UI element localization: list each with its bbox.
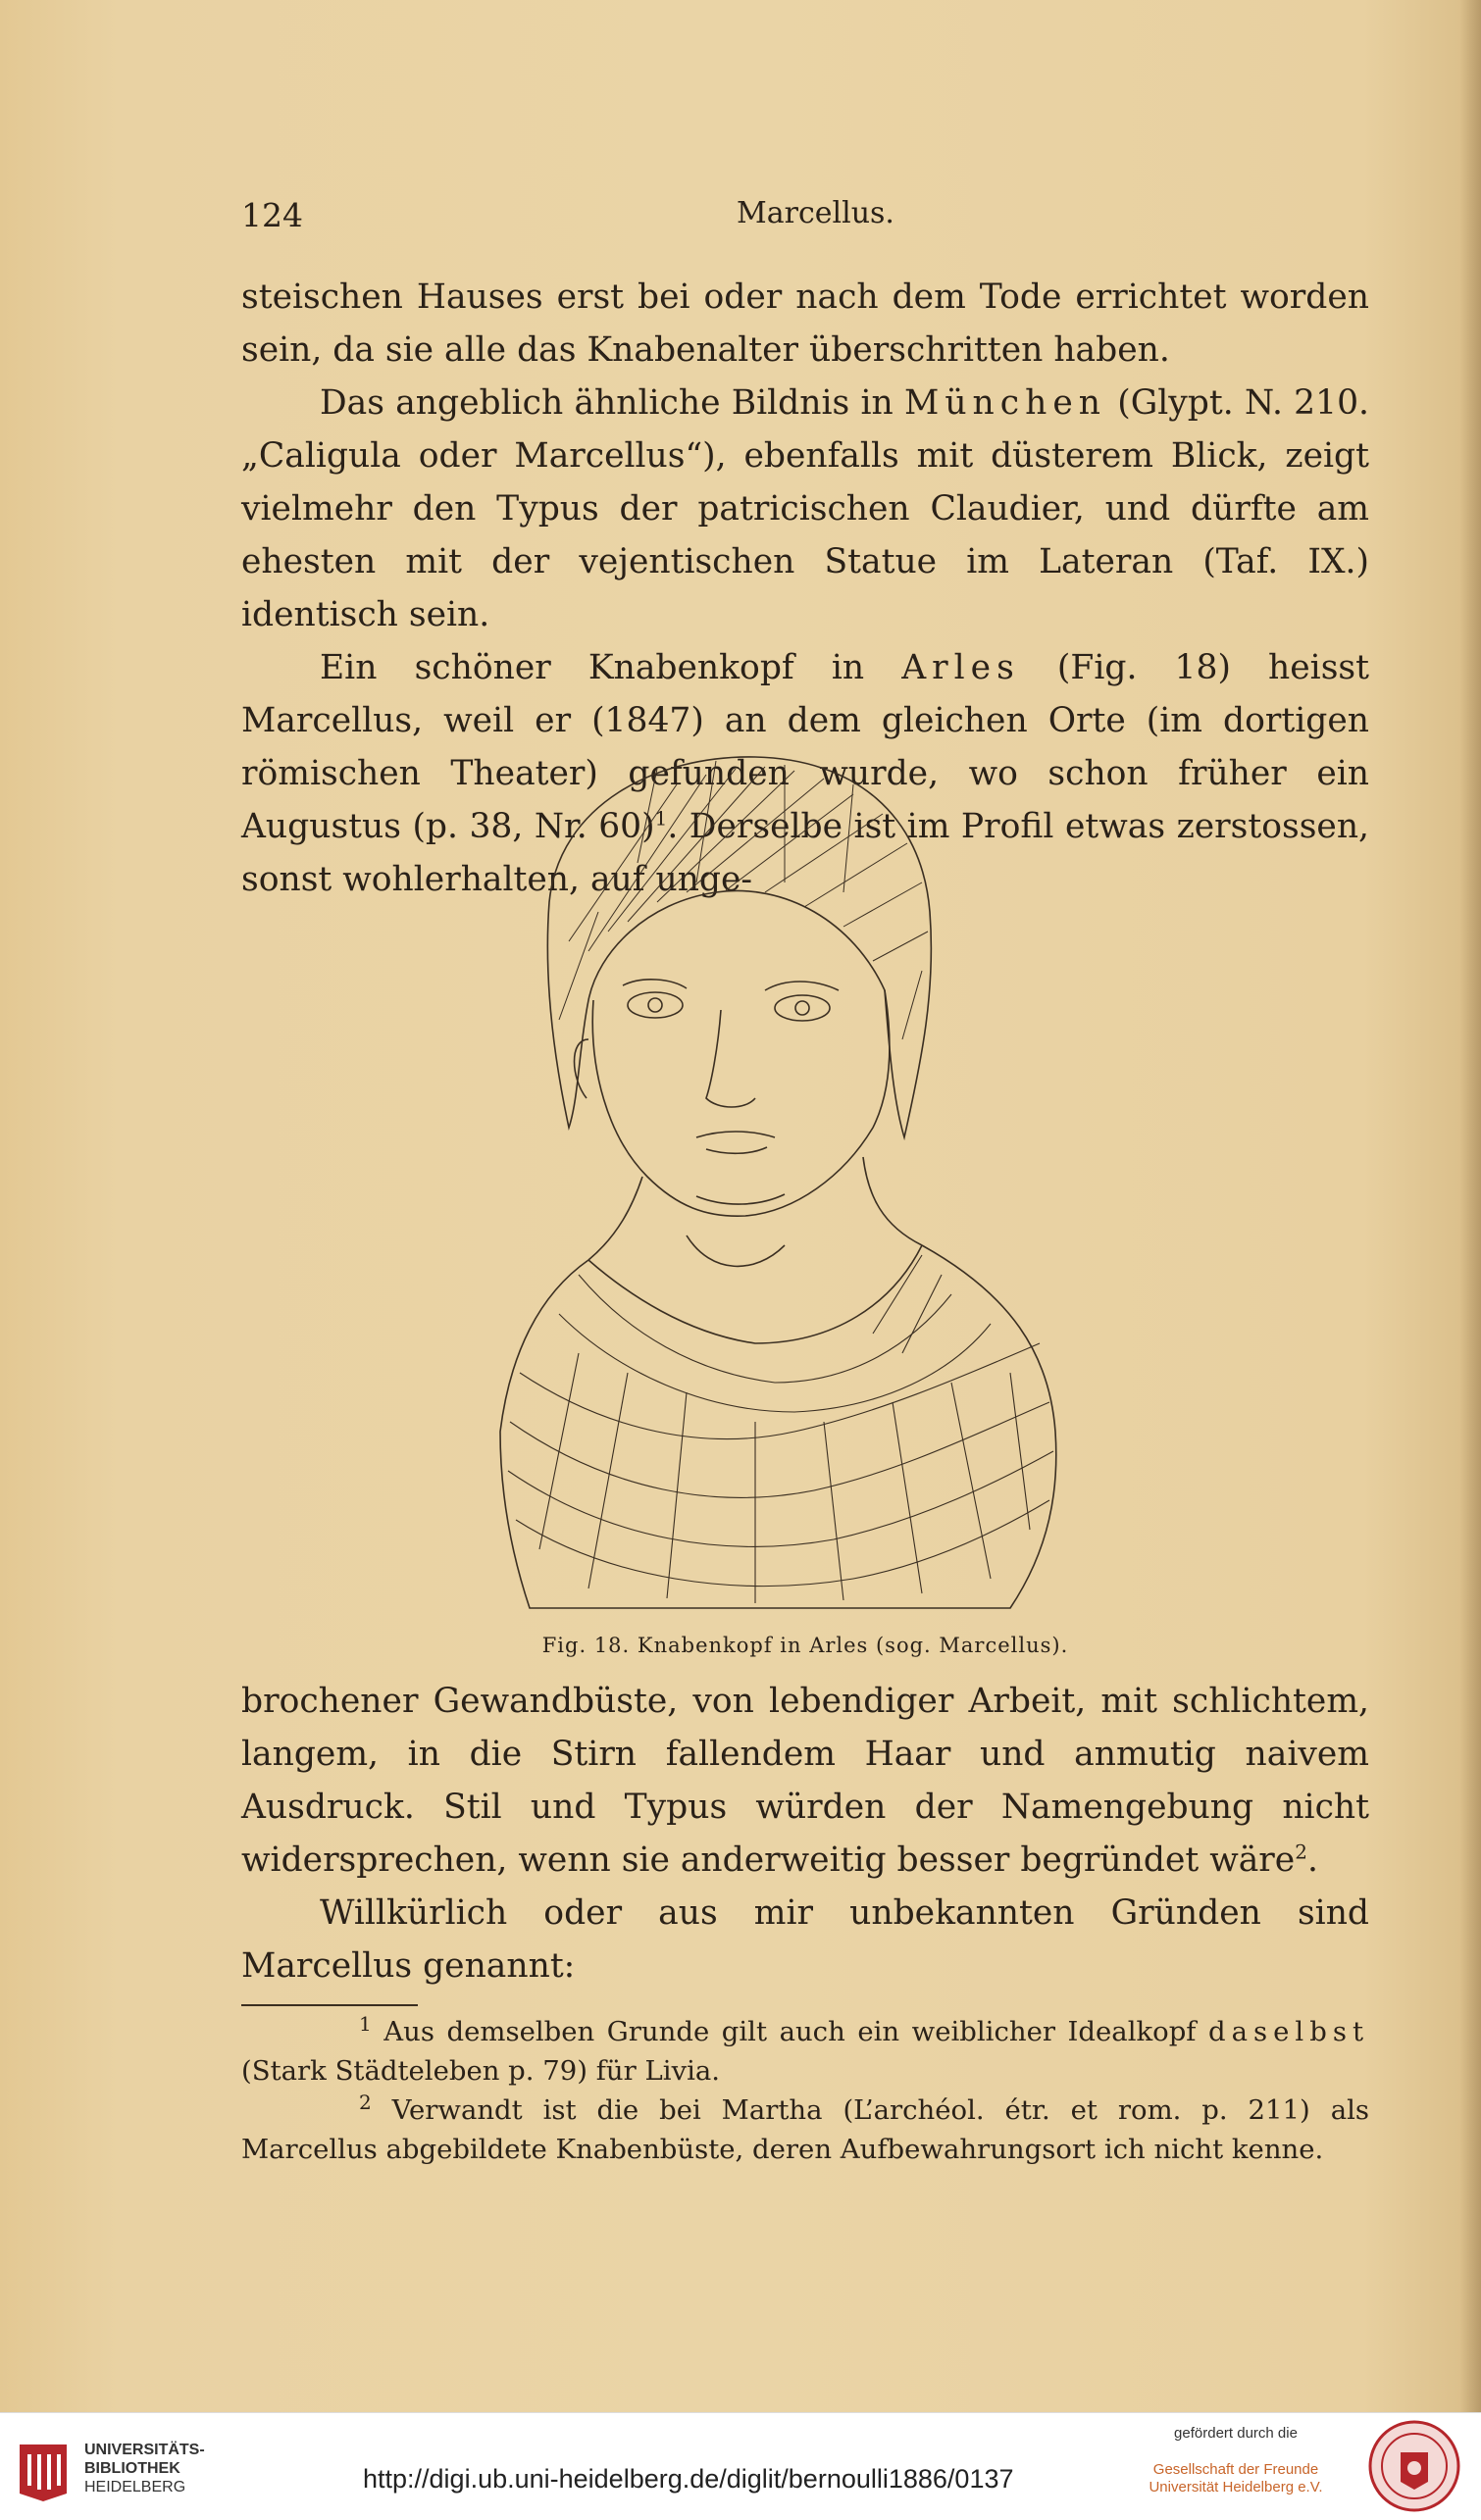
library-logo-icon [14, 2435, 73, 2503]
university-seal-icon [1367, 2419, 1461, 2513]
footnote: $^1$ Aus demselben Grunde gilt auch ein weiblicher Idealkopf daselbst (Stark Städteleben p. 79) für Livia. [241, 2011, 1369, 2087]
footnote-ref: 1 [654, 806, 668, 831]
permalink[interactable]: http://digi.ub.uni-heidelberg.de/diglit/bernoulli1886/0137 [363, 2464, 1014, 2494]
digitization-footer [0, 2412, 1481, 2520]
library-name: UNIVERSITÄTS- BIBLIOTHEK HEIDELBERG [84, 2442, 205, 2495]
paragraph: Willkürlich oder aus mir unbekannten Gründen sind Marcellus genannt: [241, 1893, 1369, 1986]
footnote: $^2$ Verwandt ist die bei Martha (L’archéol. étr. et rom. p. 211) als Marcellus abgebildete Knabenbüste, deren Aufbewahrungsort ich nicht kenne. [241, 2090, 1369, 2165]
page-edge-shadow [1459, 0, 1481, 2412]
footnotes [241, 2012, 1369, 2169]
sponsor-name: Gesellschaft der Freunde Universität Heidelberg e.V. [1149, 2461, 1323, 2495]
body-text-bottom [241, 1675, 1369, 1992]
running-title: Marcellus. [737, 196, 894, 230]
bust-illustration [461, 745, 1128, 1628]
paragraph: steischen Hauses erst bei oder nach dem Tode errichtet worden sein, da sie alle das Knabenalter überschritten haben. [241, 277, 1369, 370]
page-header [241, 196, 1369, 245]
sponsor-block: gefördert durch die Gesellschaft der Freunde Universität Heidelberg e.V. [1128, 2425, 1344, 2496]
paragraph: Das angeblich ähnliche Bildnis in München (Glypt. N. 210. „Caligula oder Marcellus“), ebenfalls mit düsterem Blick, zeigt vielmehr den Typus der patricischen Claudier, und dürfte am ehesten mit der vejentischen Statue im Lateran (Taf. IX.) identisch sein. [241, 383, 1369, 634]
page-number: 124 [241, 196, 303, 234]
footnote-ref: 2 [1295, 1840, 1307, 1864]
spaced-name: München [904, 383, 1106, 423]
paragraph: Ein schöner Knabenkopf in Arles (Fig. 18) heisst Marcellus, weil er (1847) an dem gleichen Orte (im dortigen römischen Theater) gefunden wurde, wo schon früher ein Augustus (p. 38, Nr. 60)$^1$. Derselbe ist im Profil etwas zerstossen, sonst wohlerhalten, auf unge- [241, 648, 1370, 899]
paragraph: brochener Gewandbüste, von lebendiger Arbeit, mit schlichtem, langem, in die Stirn fallendem Haar und anmutig naivem Ausdruck. Stil und Typus würden der Namengebung nicht widersprechen, wenn sie anderweitig besser begründet wäre$^2$. [241, 1682, 1369, 1880]
footnote-rule [241, 2004, 418, 2006]
figure-caption: Fig. 18. Knabenkopf in Arles (sog. Marcellus). [541, 1634, 1069, 1657]
spaced-word: daselbst [1208, 2016, 1369, 2047]
spaced-name: Arles [901, 648, 1020, 687]
